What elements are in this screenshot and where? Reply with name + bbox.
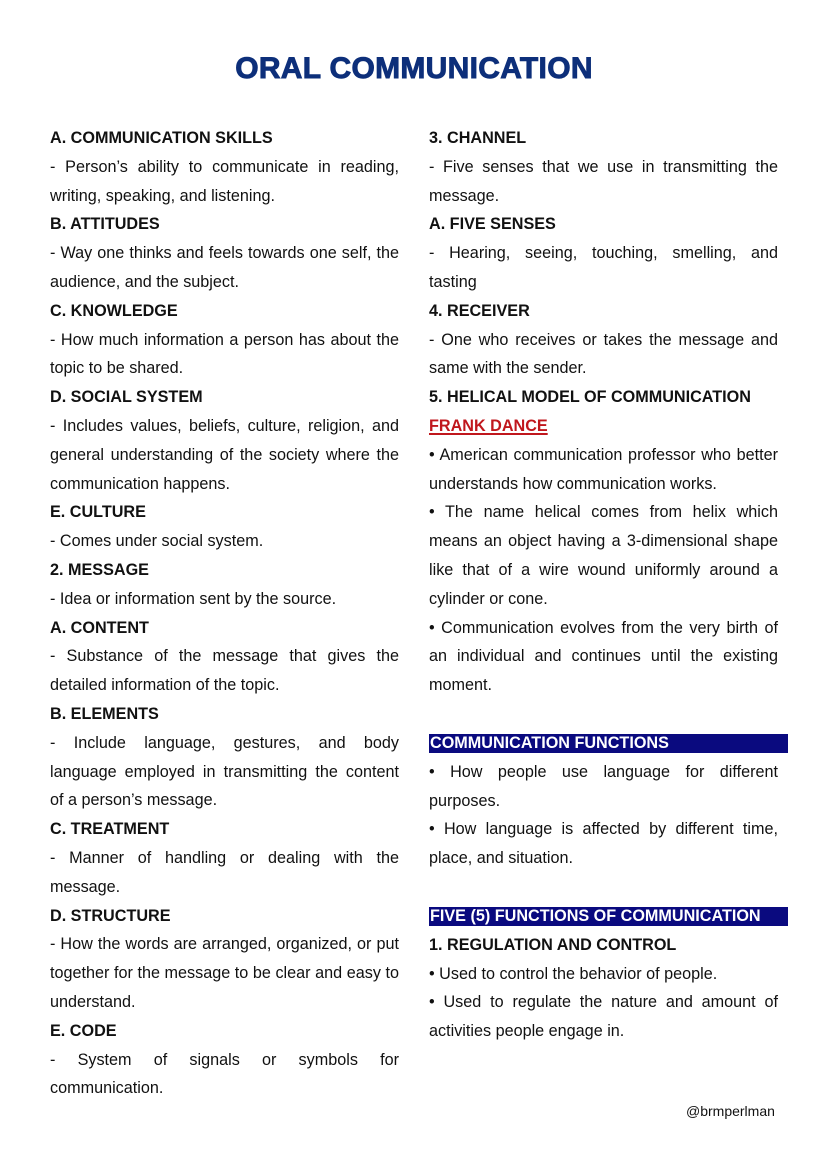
- paragraph-social-system: - Includes values, beliefs, culture, religion, and general understanding of the society where the communication happens.: [50, 416, 399, 493]
- right-column: [429, 124, 778, 1046]
- heading-knowledge: C. KNOWLEDGE: [50, 301, 178, 320]
- bullet-helix-meaning: • The name helical comes from helix which means an object having a 3-dimensional shape like that of a wire wound uniformly around a cylinder or cone.: [429, 503, 778, 608]
- paragraph-receiver: - One who receives or takes the message and same with the sender.: [429, 330, 778, 378]
- heading-channel: 3. CHANNEL: [429, 129, 527, 147]
- paragraph-message: - Idea or information sent by the source.: [50, 589, 337, 608]
- heading-five-senses: A. FIVE SENSES: [429, 215, 556, 234]
- author-handle: @brmperlman: [686, 1103, 775, 1119]
- banner-five-functions: FIVE (5) FUNCTIONS OF COMMUNICATION: [429, 907, 788, 926]
- heading-content: A. CONTENT: [50, 618, 149, 637]
- banner-communication-functions: COMMUNICATION FUNCTIONS: [429, 734, 788, 753]
- paragraph-treatment: - Manner of handling or dealing with the message.: [50, 848, 399, 896]
- paragraph-culture: - Comes under social system.: [50, 532, 264, 551]
- heading-code: E. CODE: [50, 1021, 117, 1040]
- heading-social-system: D. SOCIAL SYSTEM: [50, 388, 203, 407]
- heading-regulation-control: 1. REGULATION AND CONTROL: [429, 935, 677, 954]
- frank-dance-row: [429, 412, 778, 441]
- heading-elements: B. ELEMENTS: [50, 704, 159, 723]
- paragraph-elements: - Include language, gestures, and body language employed in transmitting the content of a person’s message.: [50, 733, 399, 810]
- spacer: [429, 873, 778, 902]
- heading-culture: E. CULTURE: [50, 503, 146, 522]
- spacer: [429, 700, 778, 729]
- heading-helical-model: 5. HELICAL MODEL OF COMMUNICATION: [429, 388, 751, 407]
- bullet-communication-evolves: • Communication evolves from the very birth of an individual and continues until the existing moment.: [429, 618, 778, 695]
- bullet-control-behavior: • Used to control the behavior of people.: [429, 964, 718, 983]
- frank-dance-heading: FRANK DANCE: [429, 416, 548, 435]
- paragraph-structure: - How the words are arranged, organized, or put together for the message to be clear and easy to understand.: [50, 935, 399, 1011]
- heading-structure: D. STRUCTURE: [50, 906, 171, 925]
- paragraph-code: - System of signals or symbols for communication.: [50, 1050, 399, 1098]
- left-column: [50, 124, 399, 1103]
- heading-communication-skills: A. COMMUNICATION SKILLS: [50, 129, 273, 147]
- heading-treatment: C. TREATMENT: [50, 820, 170, 839]
- paragraph-attitudes: - Way one thinks and feels towards one self, the audience, and the subject.: [50, 244, 399, 291]
- paragraph-five-senses: - Hearing, seeing, touching, smelling, and tasting: [429, 244, 778, 291]
- heading-message: 2. MESSAGE: [50, 560, 149, 579]
- paragraph-knowledge: - How much information a person has about the topic to be shared.: [50, 330, 399, 378]
- paragraph-channel: - Five senses that we use in transmitting the message.: [429, 157, 778, 205]
- bullet-american-professor: • American communication professor who better understands how communication works.: [429, 445, 778, 493]
- heading-receiver: 4. RECEIVER: [429, 301, 530, 320]
- page-title: ORAL COMMUNICATION: [235, 52, 593, 85]
- bullet-language-affected: • How language is affected by different time, place, and situation.: [429, 820, 778, 868]
- paragraph-content: - Substance of the message that gives the detailed information of the topic.: [50, 647, 399, 695]
- heading-attitudes: B. ATTITUDES: [50, 215, 160, 234]
- bullet-regulate-activities: • Used to regulate the nature and amount of activities people engage in.: [429, 993, 778, 1041]
- paragraph-communication-skills: - Person’s ability to communicate in reading, writing, speaking, and listening.: [50, 157, 399, 205]
- bullet-language-purposes: • How people use language for different purposes.: [429, 762, 778, 810]
